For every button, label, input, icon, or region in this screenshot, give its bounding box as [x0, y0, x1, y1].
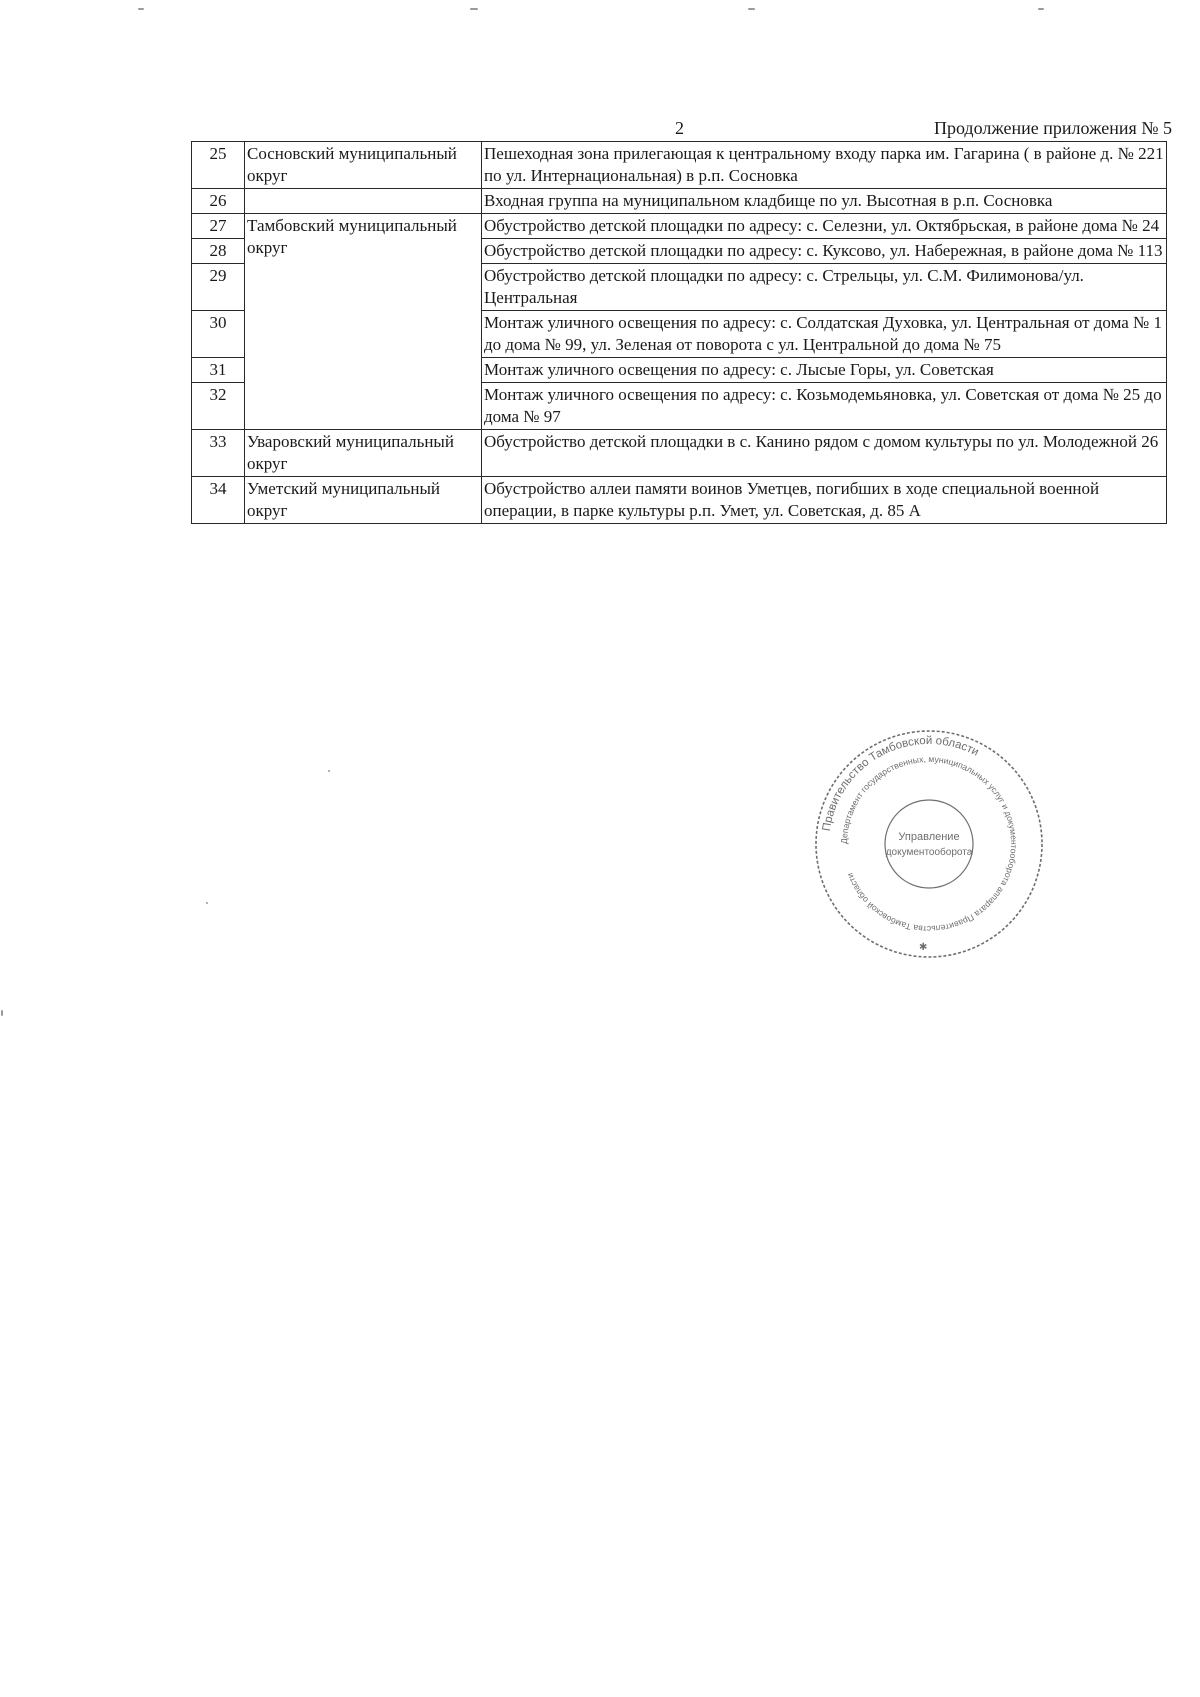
row-number: 27 — [192, 214, 245, 239]
official-stamp — [813, 728, 1045, 960]
scan-speck — [328, 770, 330, 772]
row-number: 26 — [192, 189, 245, 214]
stamp-center-line1: Управление — [898, 831, 960, 843]
municipal-district-cell: Тамбовский муниципальный округ — [245, 214, 482, 430]
table-row — [192, 477, 1167, 524]
objects-table — [191, 141, 1167, 524]
row-number: 28 — [192, 239, 245, 264]
stamp-middle-text: Департамент государственных, муниципальных услуг и документооборота аппарата Правительства Тамбовской области — [838, 753, 1020, 935]
scan-speck — [1038, 8, 1044, 10]
row-number: 34 — [192, 477, 245, 524]
object-description-cell: Обустройство детской площадки по адресу: с. Стрельцы, ул. С.М. Филимонова/ул. Центральная — [482, 264, 1167, 311]
row-number: 32 — [192, 383, 245, 430]
row-number: 33 — [192, 430, 245, 477]
scan-speck — [138, 8, 144, 10]
row-number: 29 — [192, 264, 245, 311]
table-row — [192, 189, 1167, 214]
object-description-cell: Монтаж уличного освещения по адресу: с. Козьмодемьяновка, ул. Советская от дома № 25 до дома № 97 — [482, 383, 1167, 430]
object-description-cell: Монтаж уличного освещения по адресу: с. Солдатская Духовка, ул. Центральная от дома № 1 до дома № 99, ул. Зеленая от поворота с ул. Центральной до дома № 75 — [482, 311, 1167, 358]
stamp-star-icon: ✱ — [919, 942, 928, 953]
table-row — [192, 430, 1167, 477]
municipal-district-cell — [245, 189, 482, 214]
stamp-center-line2: документооборота — [885, 847, 973, 858]
stamp-inner-ring — [885, 800, 973, 888]
objects-table-body — [192, 142, 1167, 524]
municipal-district-cell: Сосновский муниципальный округ — [245, 142, 482, 189]
scan-speck — [1, 1010, 3, 1016]
object-description-cell: Обустройство детской площадки по адресу: с. Селезни, ул. Октябрьская, в районе дома № 24 — [482, 214, 1167, 239]
stamp-outer-ring — [816, 731, 1042, 957]
table-row — [192, 214, 1167, 239]
appendix-continuation-label: Продолжение приложения № 5 — [933, 118, 1172, 138]
row-number: 30 — [192, 311, 245, 358]
scan-speck — [206, 902, 208, 904]
object-description-cell: Обустройство аллеи памяти воинов Уметцев, погибших в ходе специальной военной операции, в парке культуры р.п. Умет, ул. Советская, д. 85 А — [482, 477, 1167, 524]
municipal-district-cell: Уваровский муниципальный округ — [245, 430, 482, 477]
object-description-cell: Монтаж уличного освещения по адресу: с. Лысые Горы, ул. Советская — [482, 358, 1167, 383]
scan-speck — [748, 8, 755, 10]
object-description-cell: Обустройство детской площадки по адресу: с. Куксово, ул. Набережная, в районе дома № 113 — [482, 239, 1167, 264]
page-number: 2 — [675, 118, 684, 138]
stamp-outer-text: Правительство Тамбовской области — [820, 734, 981, 832]
scan-speck — [470, 8, 478, 10]
object-description-cell: Обустройство детской площадки в с. Канино рядом с домом культуры по ул. Молодежной 26 — [482, 430, 1167, 477]
row-number: 31 — [192, 358, 245, 383]
object-description-cell: Пешеходная зона прилегающая к центральному входу парка им. Гагарина ( в районе д. № 221 по ул. Интернациональная) в р.п. Сосновка — [482, 142, 1167, 189]
object-description-cell: Входная группа на муниципальном кладбище по ул. Высотная в р.п. Сосновка — [482, 189, 1167, 214]
row-number: 25 — [192, 142, 245, 189]
table-row — [192, 142, 1167, 189]
municipal-district-cell: Уметский муниципальный округ — [245, 477, 482, 524]
